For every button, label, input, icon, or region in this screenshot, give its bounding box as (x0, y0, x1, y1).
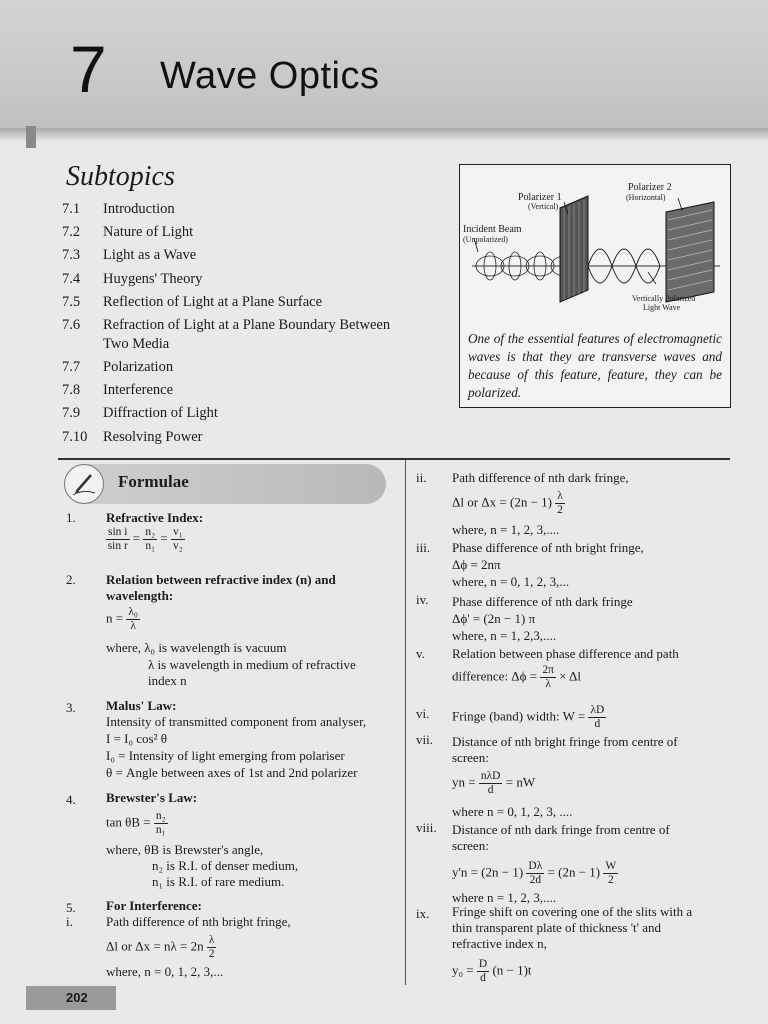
formula-1-number: 1. (66, 510, 76, 525)
subtopics-heading: Subtopics (66, 161, 175, 192)
column-divider (405, 460, 406, 985)
polarizer2-label: Polarizer 2 (628, 182, 672, 193)
output-label: Vertically Polarized (632, 294, 696, 303)
formula-vii-text-cont: screen: (452, 750, 489, 765)
formula-viii-text-cont: screen: (452, 838, 489, 853)
formula-iii-number: iii. (416, 540, 431, 555)
formula-ii-number: ii. (416, 470, 427, 485)
formula-3-line-4: θ = Angle between axes of 1st and 2nd polarizer (106, 765, 358, 780)
formula-5-i-where: where, n = 0, 1, 2, 3,... (106, 964, 224, 979)
list-item: 7.9 Diffraction of Light (62, 405, 218, 422)
formula-4-where-3: n₁ is R.I. of rare medium. (152, 874, 285, 889)
formula-viii-equation: y'n = (2n − 1) $\frac{D\lambda}{2d}$ = (2n − 1) $\frac{W}{2}$ (452, 860, 617, 886)
formula-ii-text: Path difference of nth dark fringe, (452, 470, 629, 485)
formula-v-equation: difference: Δϕ = $\frac{2\pi}{\lambda}$ × Δl (452, 664, 581, 690)
formula-v-text: Relation between phase difference and path (452, 646, 679, 661)
incident-label: Incident Beam (463, 224, 522, 235)
formula-5-number: 5. (66, 900, 76, 915)
formula-5-title: For Interference: (106, 898, 202, 913)
formula-2-equation: n = $\frac{\text{λ₀}}{\lambda}$ (106, 606, 138, 632)
formula-vii-where: where n = 0, 1, 2, 3, .... (452, 804, 573, 819)
chapter-number: 7 (70, 32, 107, 106)
chapter-title: Wave Optics (160, 55, 380, 97)
formula-3-line-1: Intensity of transmitted component from analyser, (106, 714, 367, 729)
formula-1-title: Refractive Index: (106, 510, 204, 525)
list-item: 7.6 Refraction of Light at a Plane Boundary Between Two Media (62, 317, 391, 353)
formula-vii-number: vii. (416, 732, 433, 747)
formula-ii-where: where, n = 1, 2, 3,.... (452, 522, 560, 537)
formula-3-number: 3. (66, 700, 76, 715)
list-item: 7.4 Huygens' Theory (62, 270, 203, 287)
formula-v-number: v. (416, 646, 425, 661)
formula-4-number: 4. (66, 792, 76, 807)
formula-5-i-text: Path difference of nth bright fringe, (106, 914, 291, 929)
formula-ix-text-cont: thin transparent plate of thickness 't' and (452, 920, 662, 935)
list-item: 7.8 Interference (62, 382, 174, 399)
formula-iii-where: where, n = 0, 1, 2, 3,... (452, 574, 570, 589)
header-shadow (0, 128, 768, 142)
formula-4-where-2: n₂ is R.I. of denser medium, (152, 858, 299, 873)
pencil-icon (64, 464, 104, 504)
list-item: 7.7 Polarization (62, 359, 174, 376)
formulae-banner (64, 464, 386, 504)
page-edge-tab (26, 126, 36, 148)
page-number: 202 (66, 990, 88, 1005)
formula-ix-equation: y₀ = $\frac{D}{d}$ (n − 1)t (452, 958, 532, 984)
formula-1-equation: $\frac{\text{sin i}}{\text{sin r}}$ = $\frac{\text{n₂}}{\text{n₁}}$ = $\frac{\text{v₁}}{\text{v₂}}$ (107, 526, 183, 552)
formula-4-equation: tan θB = $\frac{\text{n₂}}{\text{n₁}}$ (106, 810, 166, 836)
formulae-heading: Formulae (118, 472, 189, 491)
formula-viii-number: viii. (416, 820, 437, 835)
formula-4-title: Brewster's Law: (106, 790, 198, 805)
formula-2-where-3: index n (148, 673, 187, 688)
formula-4-where-1: where, θB is Brewster's angle, (106, 842, 264, 857)
formula-iii-equation: Δϕ = 2nπ (452, 557, 501, 572)
polarizer1-label: Polarizer 1 (518, 192, 562, 203)
formula-ix-text-cont-2: refractive index n, (452, 936, 547, 951)
list-item: 7.1 Introduction (62, 201, 175, 217)
output-sub: Light Wave (643, 303, 681, 312)
subtopics-list (62, 198, 442, 449)
formula-3-line-2: I = I₀ cos² θ (106, 731, 167, 746)
chapter-header-band (0, 0, 768, 140)
formula-iv-where: where, n = 1, 2,3,.... (452, 628, 557, 643)
section-divider (58, 458, 730, 460)
formula-2-title-cont: wavelength: (106, 588, 174, 603)
formula-vii-equation: yn = $\frac{\text{nλD}}{d}$ = nW (452, 770, 536, 796)
formula-ix-number: ix. (416, 906, 430, 921)
list-item: 7.2 Nature of Light (62, 224, 194, 241)
list-item: 7.3 Light as a Wave (62, 247, 197, 264)
list-item: 7.10 Resolving Power (62, 428, 203, 445)
formula-2-title: Relation between refractive index (n) and (106, 572, 336, 587)
figure-caption: One of the essential features of electromagnetic waves is that they are transverse waves and because of this feature, feature, they can be polarized. (468, 331, 722, 400)
formula-3-title: Malus' Law: (106, 698, 177, 713)
formula-iv-equation: Δϕ' = (2n − 1) π (452, 611, 536, 626)
formula-2-where-2: λ is wavelength in medium of refractive (148, 657, 356, 672)
formula-vi-equation: Fringe (band) width: W = $\frac{\lambda D}{d}$ (452, 704, 605, 730)
formula-ix-text: Fringe shift on covering one of the slits with a (452, 904, 693, 919)
polarizer1-sub: (Vertical) (528, 202, 559, 211)
formula-5-i-equation: Δl or Δx = nλ = 2n $\frac{\lambda}{2}$ (106, 934, 215, 960)
formula-iv-number: iv. (416, 592, 429, 607)
formula-2-number: 2. (66, 572, 76, 587)
list-item: 7.5 Reflection of Light at a Plane Surface (62, 293, 323, 310)
formula-vi-number: vi. (416, 706, 430, 721)
formula-viii-text: Distance of nth dark fringe from centre of (452, 822, 670, 837)
formula-iv-text: Phase difference of nth dark fringe (452, 594, 633, 609)
polarizer2-sub: (Horizontal) (626, 193, 666, 202)
formula-3-line-3: I₀ = Intensity of light emerging from polariser (106, 748, 345, 763)
formula-viii-where: where n = 1, 2, 3,.... (452, 890, 557, 905)
formula-2-where-1: where, λ₀ is wavelength is vacuum (106, 640, 287, 655)
formula-vii-text: Distance of nth bright fringe from centre of (452, 734, 678, 749)
formula-iii-text: Phase difference of nth bright fringe, (452, 540, 644, 555)
incident-sub: (Unpolarized) (463, 235, 508, 244)
formula-5-i-number: i. (66, 914, 73, 929)
formula-ii-equation: Δl or Δx = (2n − 1) $\frac{\lambda}{2}$ (452, 490, 563, 516)
